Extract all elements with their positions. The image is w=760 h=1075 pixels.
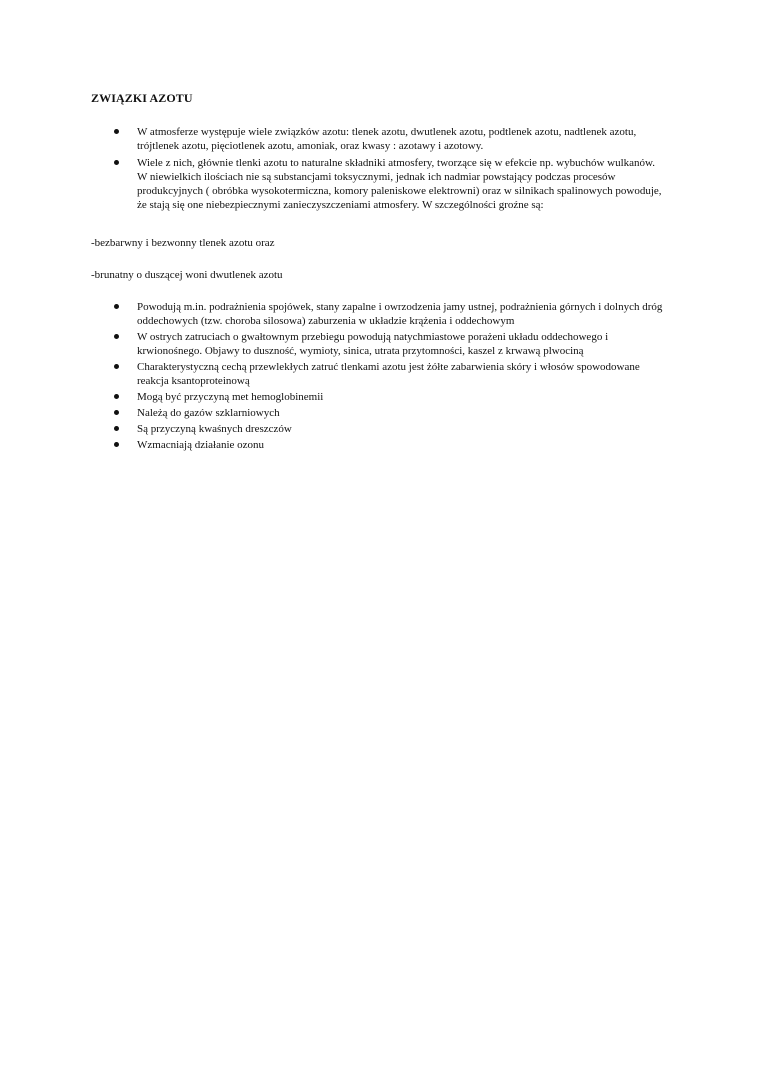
bullet-icon xyxy=(114,129,119,134)
list-item xyxy=(0,125,665,153)
list-item-text: Mogą być przyczyną met hemoglobinemii xyxy=(137,391,324,403)
paragraph-nitric-oxide: -bezbarwny i bezwonny tlenek azotu oraz xyxy=(91,237,275,249)
bullet-list-intro xyxy=(0,125,760,215)
list-item xyxy=(0,330,665,358)
list-item-text: Powodują m.in. podrażnienia spojówek, stany zapalne i owrzodzenia jamy ustnej, podrażnienia górnych i dolnych dróg oddechowych (tzw. choroba silosowa) zaburzenia w układzie krążenia i oddechowym xyxy=(137,301,663,327)
list-item xyxy=(0,438,665,452)
bullet-icon xyxy=(114,410,119,415)
paragraph-nitrogen-dioxide: -brunatny o duszącej woni dwutlenek azotu xyxy=(91,269,283,281)
list-item-text: Należą do gazów szklarniowych xyxy=(137,407,280,419)
bullet-icon xyxy=(114,334,119,339)
list-item xyxy=(0,390,665,404)
list-item xyxy=(0,360,665,388)
list-item xyxy=(0,300,665,328)
list-item-text: W ostrych zatruciach o gwałtownym przebiegu powodują natychmiastowe porażeni układu oddechowego i krwionośnego. Objawy to duszność, wymioty, sinica, utrata przytomności, kaszel z krwawą plwociną xyxy=(137,331,609,357)
bullet-icon xyxy=(114,160,119,165)
bullet-icon xyxy=(114,442,119,447)
bullet-icon xyxy=(114,426,119,431)
bullet-icon xyxy=(114,364,119,369)
document-title: ZWIĄZKI AZOTU xyxy=(91,91,193,105)
list-item-text: Są przyczyną kwaśnych dreszczów xyxy=(137,423,292,435)
bullet-list-effects xyxy=(0,300,760,454)
list-item xyxy=(0,422,665,436)
list-item-text: W atmosferze występuje wiele związków azotu: tlenek azotu, dwutlenek azotu, podtlenek azotu, nadtlenek azotu, trójtlenek azotu, pięciotlenek azotu, amoniak, oraz kwasy : azotawy i azotowy. xyxy=(137,126,637,152)
list-item-text: Charakterystyczną cechą przewlekłych zatruć tlenkami azotu jest żółte zabarwienia skóry i włosów spowodowane reakcja ksantoproteinową xyxy=(137,361,640,387)
bullet-icon xyxy=(114,394,119,399)
list-item-text: Wiele z nich, głównie tlenki azotu to naturalne składniki atmosfery, tworzące się w efekcie np. wybuchów wulkanów. W niewielkich ilościach nie są substancjami toksycznymi, jednak ich nadmiar powstający podczas procesów produkcyjnych ( obróbka wysokotermiczna, komory paleniskowe elektrowni) oraz w silnikach spalinowych powoduje, że stają się one niebezpiecznymi zanieczyszczeniami atmosfery. W szczególności groźne są: xyxy=(137,157,662,211)
list-item xyxy=(0,156,665,212)
list-item-text: Wzmacniają działanie ozonu xyxy=(137,439,265,451)
bullet-icon xyxy=(114,304,119,309)
list-item xyxy=(0,406,665,420)
